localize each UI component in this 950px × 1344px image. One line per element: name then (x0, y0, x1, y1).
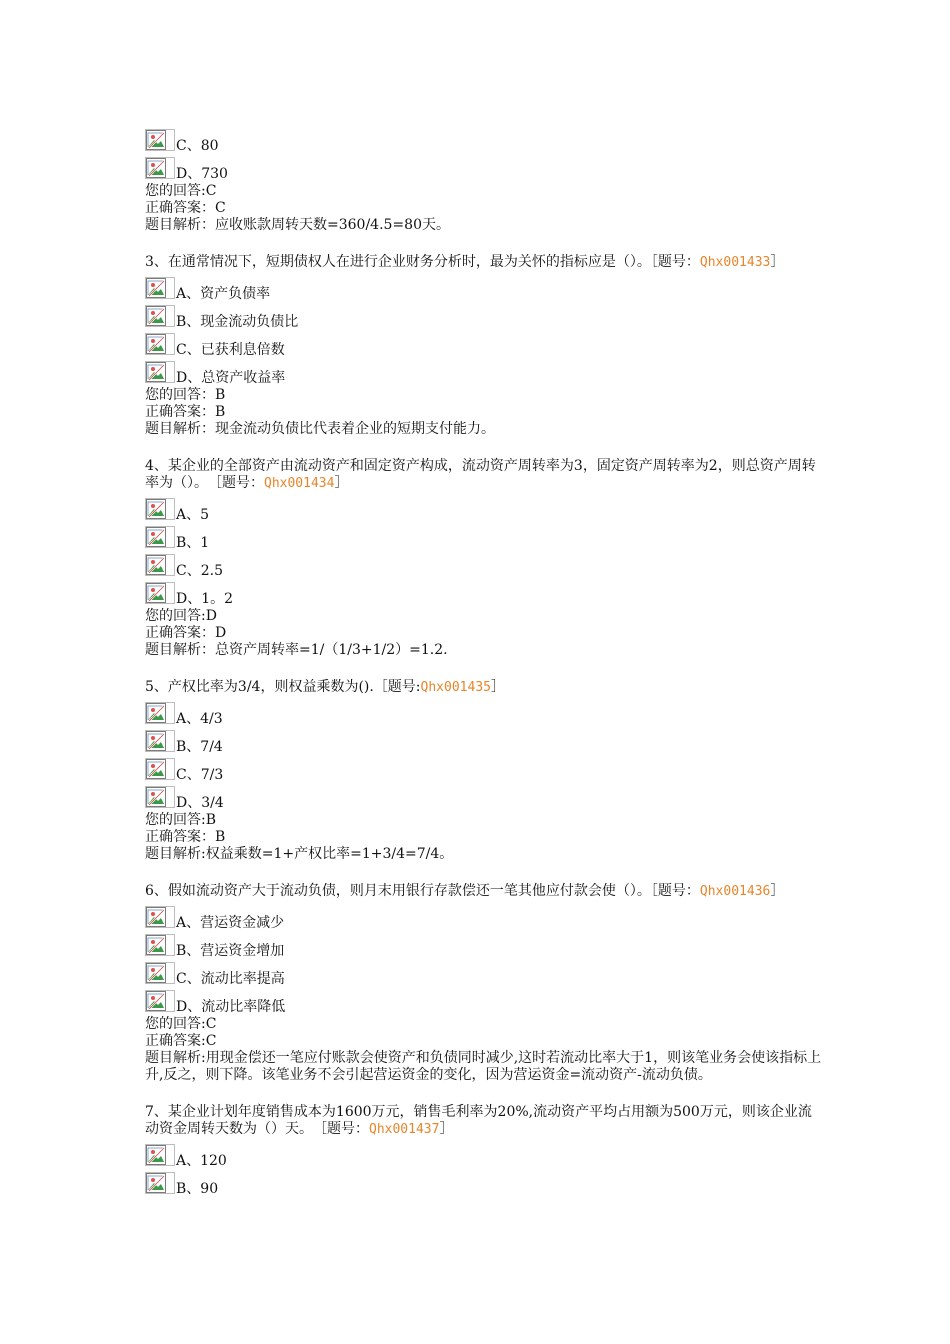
question-bracket: ］ (770, 254, 785, 270)
answer-option[interactable] (145, 300, 825, 330)
question-block (145, 458, 825, 659)
answer-option[interactable] (145, 493, 825, 523)
question-text (145, 883, 825, 900)
answer-option[interactable] (145, 521, 825, 551)
question-bracket: ］ (439, 1121, 454, 1137)
broken-image-icon (145, 786, 175, 808)
option-label: B、90 (176, 1181, 219, 1197)
broken-image-icon (145, 990, 175, 1012)
correct-answer: 正确答案：B (145, 829, 226, 845)
answer-option[interactable] (145, 985, 825, 1015)
broken-image-icon (145, 333, 175, 355)
broken-image-icon (145, 498, 175, 520)
broken-image-icon (145, 906, 175, 928)
question-code: Qhx001436 (699, 884, 771, 899)
explanation-text: 题目解析:用现金偿还一笔应付账款会使资产和负债同时减少,这时若流动比率大于1，则该笔业务会使该指标上升,反之，则下降。该笔业务不会引起营运资金的变化，因为营运资金=流动资产-流动负债。 (145, 1050, 822, 1083)
broken-image-icon (145, 702, 175, 724)
answer-option[interactable] (145, 1167, 825, 1197)
question-text (145, 254, 825, 271)
question-block (145, 124, 825, 234)
broken-image-icon (145, 934, 175, 956)
option-label: B、7/4 (176, 739, 223, 755)
option-label: D、1。2 (176, 591, 234, 607)
option-label: A、营运资金减少 (176, 915, 285, 931)
answer-option[interactable] (145, 753, 825, 783)
question-block (145, 883, 825, 1084)
option-label: B、1 (176, 535, 210, 551)
question-block (145, 1104, 825, 1197)
option-label: B、现金流动负债比 (176, 314, 299, 330)
broken-image-icon (145, 526, 175, 548)
question-text (145, 679, 825, 696)
question-stem: 4、某企业的全部资产由流动资产和固定资产构成，流动资产周转率为3，固定资产周转率为2，则总资产周转率为（）。 ［题号： (145, 458, 816, 491)
broken-image-icon (145, 758, 175, 780)
question-code: Qhx001437 (369, 1122, 440, 1137)
question-bracket: ］ (770, 883, 785, 899)
broken-image-icon (145, 962, 175, 984)
your-answer: 您的回答:B (145, 812, 217, 828)
option-label: B、营运资金增加 (176, 943, 285, 959)
option-label: C、流动比率提高 (176, 971, 285, 987)
broken-image-icon (145, 1144, 175, 1166)
explanation-text: 题目解析:权益乘数=1+产权比率=1+3/4=7/4。 (145, 846, 454, 862)
explanation-text: 题目解析：总资产周转率=1/（1/3+1/2）=1.2. (145, 642, 448, 658)
question-code: Qhx001435 (420, 680, 491, 695)
correct-answer: 正确答案：C (145, 200, 226, 216)
answer-option[interactable] (145, 124, 825, 154)
answer-option[interactable] (145, 901, 825, 931)
question-text (145, 1104, 825, 1138)
question-block (145, 679, 825, 863)
option-label: C、已获利息倍数 (176, 342, 285, 358)
answer-option[interactable] (145, 725, 825, 755)
question-code: Qhx001434 (264, 476, 335, 491)
broken-image-icon (145, 305, 175, 327)
option-label: D、730 (176, 166, 228, 182)
option-label: C、80 (176, 138, 219, 154)
broken-image-icon (145, 361, 175, 383)
answer-option[interactable] (145, 549, 825, 579)
your-answer: 您的回答:C (145, 183, 217, 199)
answer-option[interactable] (145, 356, 825, 386)
broken-image-icon (145, 277, 175, 299)
question-code: Qhx001433 (699, 255, 771, 270)
question-bracket: ］ (490, 679, 505, 695)
option-label: A、4/3 (176, 711, 223, 727)
broken-image-icon (145, 554, 175, 576)
answer-option[interactable] (145, 929, 825, 959)
your-answer: 您的回答:D (145, 608, 217, 624)
your-answer: 您的回答:C (145, 1016, 217, 1032)
answer-option[interactable] (145, 957, 825, 987)
option-label: A、5 (176, 507, 210, 523)
answer-option[interactable] (145, 1139, 825, 1169)
option-label: C、7/3 (176, 767, 224, 783)
answer-option[interactable] (145, 272, 825, 302)
correct-answer: 正确答案：D (145, 625, 227, 641)
question-text (145, 458, 825, 492)
broken-image-icon (145, 730, 175, 752)
broken-image-icon (145, 582, 175, 604)
broken-image-icon (145, 129, 175, 151)
question-stem: 7、某企业计划年度销售成本为1600万元，销售毛利率为20%,流动资产平均占用额为500万元，则该企业流动资金周转天数为（）天。 ［题号： (145, 1104, 812, 1137)
option-label: C、2.5 (176, 563, 223, 579)
option-label: A、资产负债率 (176, 286, 271, 302)
option-label: D、流动比率降低 (176, 999, 286, 1015)
question-stem: 6、假如流动资产大于流动负债，则月末用银行存款偿还一笔其他应付款会使（）。［题号： (145, 883, 700, 899)
answer-option[interactable] (145, 152, 825, 182)
option-label: D、总资产收益率 (176, 370, 286, 386)
explanation-text: 题目解析：现金流动负债比代表着企业的短期支付能力。 (145, 421, 495, 437)
answer-option[interactable] (145, 781, 825, 811)
question-bracket: ］ (334, 475, 349, 491)
correct-answer: 正确答案:C (145, 1033, 217, 1049)
answer-option[interactable] (145, 577, 825, 607)
option-label: D、3/4 (176, 795, 224, 811)
broken-image-icon (145, 157, 175, 179)
question-stem: 3、在通常情况下，短期债权人在进行企业财务分析时，最为关怀的指标应是（）。［题号： (145, 254, 700, 270)
answer-option[interactable] (145, 328, 825, 358)
broken-image-icon (145, 1172, 175, 1194)
correct-answer: 正确答案：B (145, 404, 226, 420)
question-stem: 5、产权比率为3/4，则权益乘数为().［题号: (145, 679, 421, 695)
answer-option[interactable] (145, 697, 825, 727)
question-block (145, 254, 825, 438)
your-answer: 您的回答：B (145, 387, 226, 403)
option-label: A、120 (176, 1153, 227, 1169)
explanation-text: 题目解析：应收账款周转天数=360/4.5=80天。 (145, 217, 450, 233)
